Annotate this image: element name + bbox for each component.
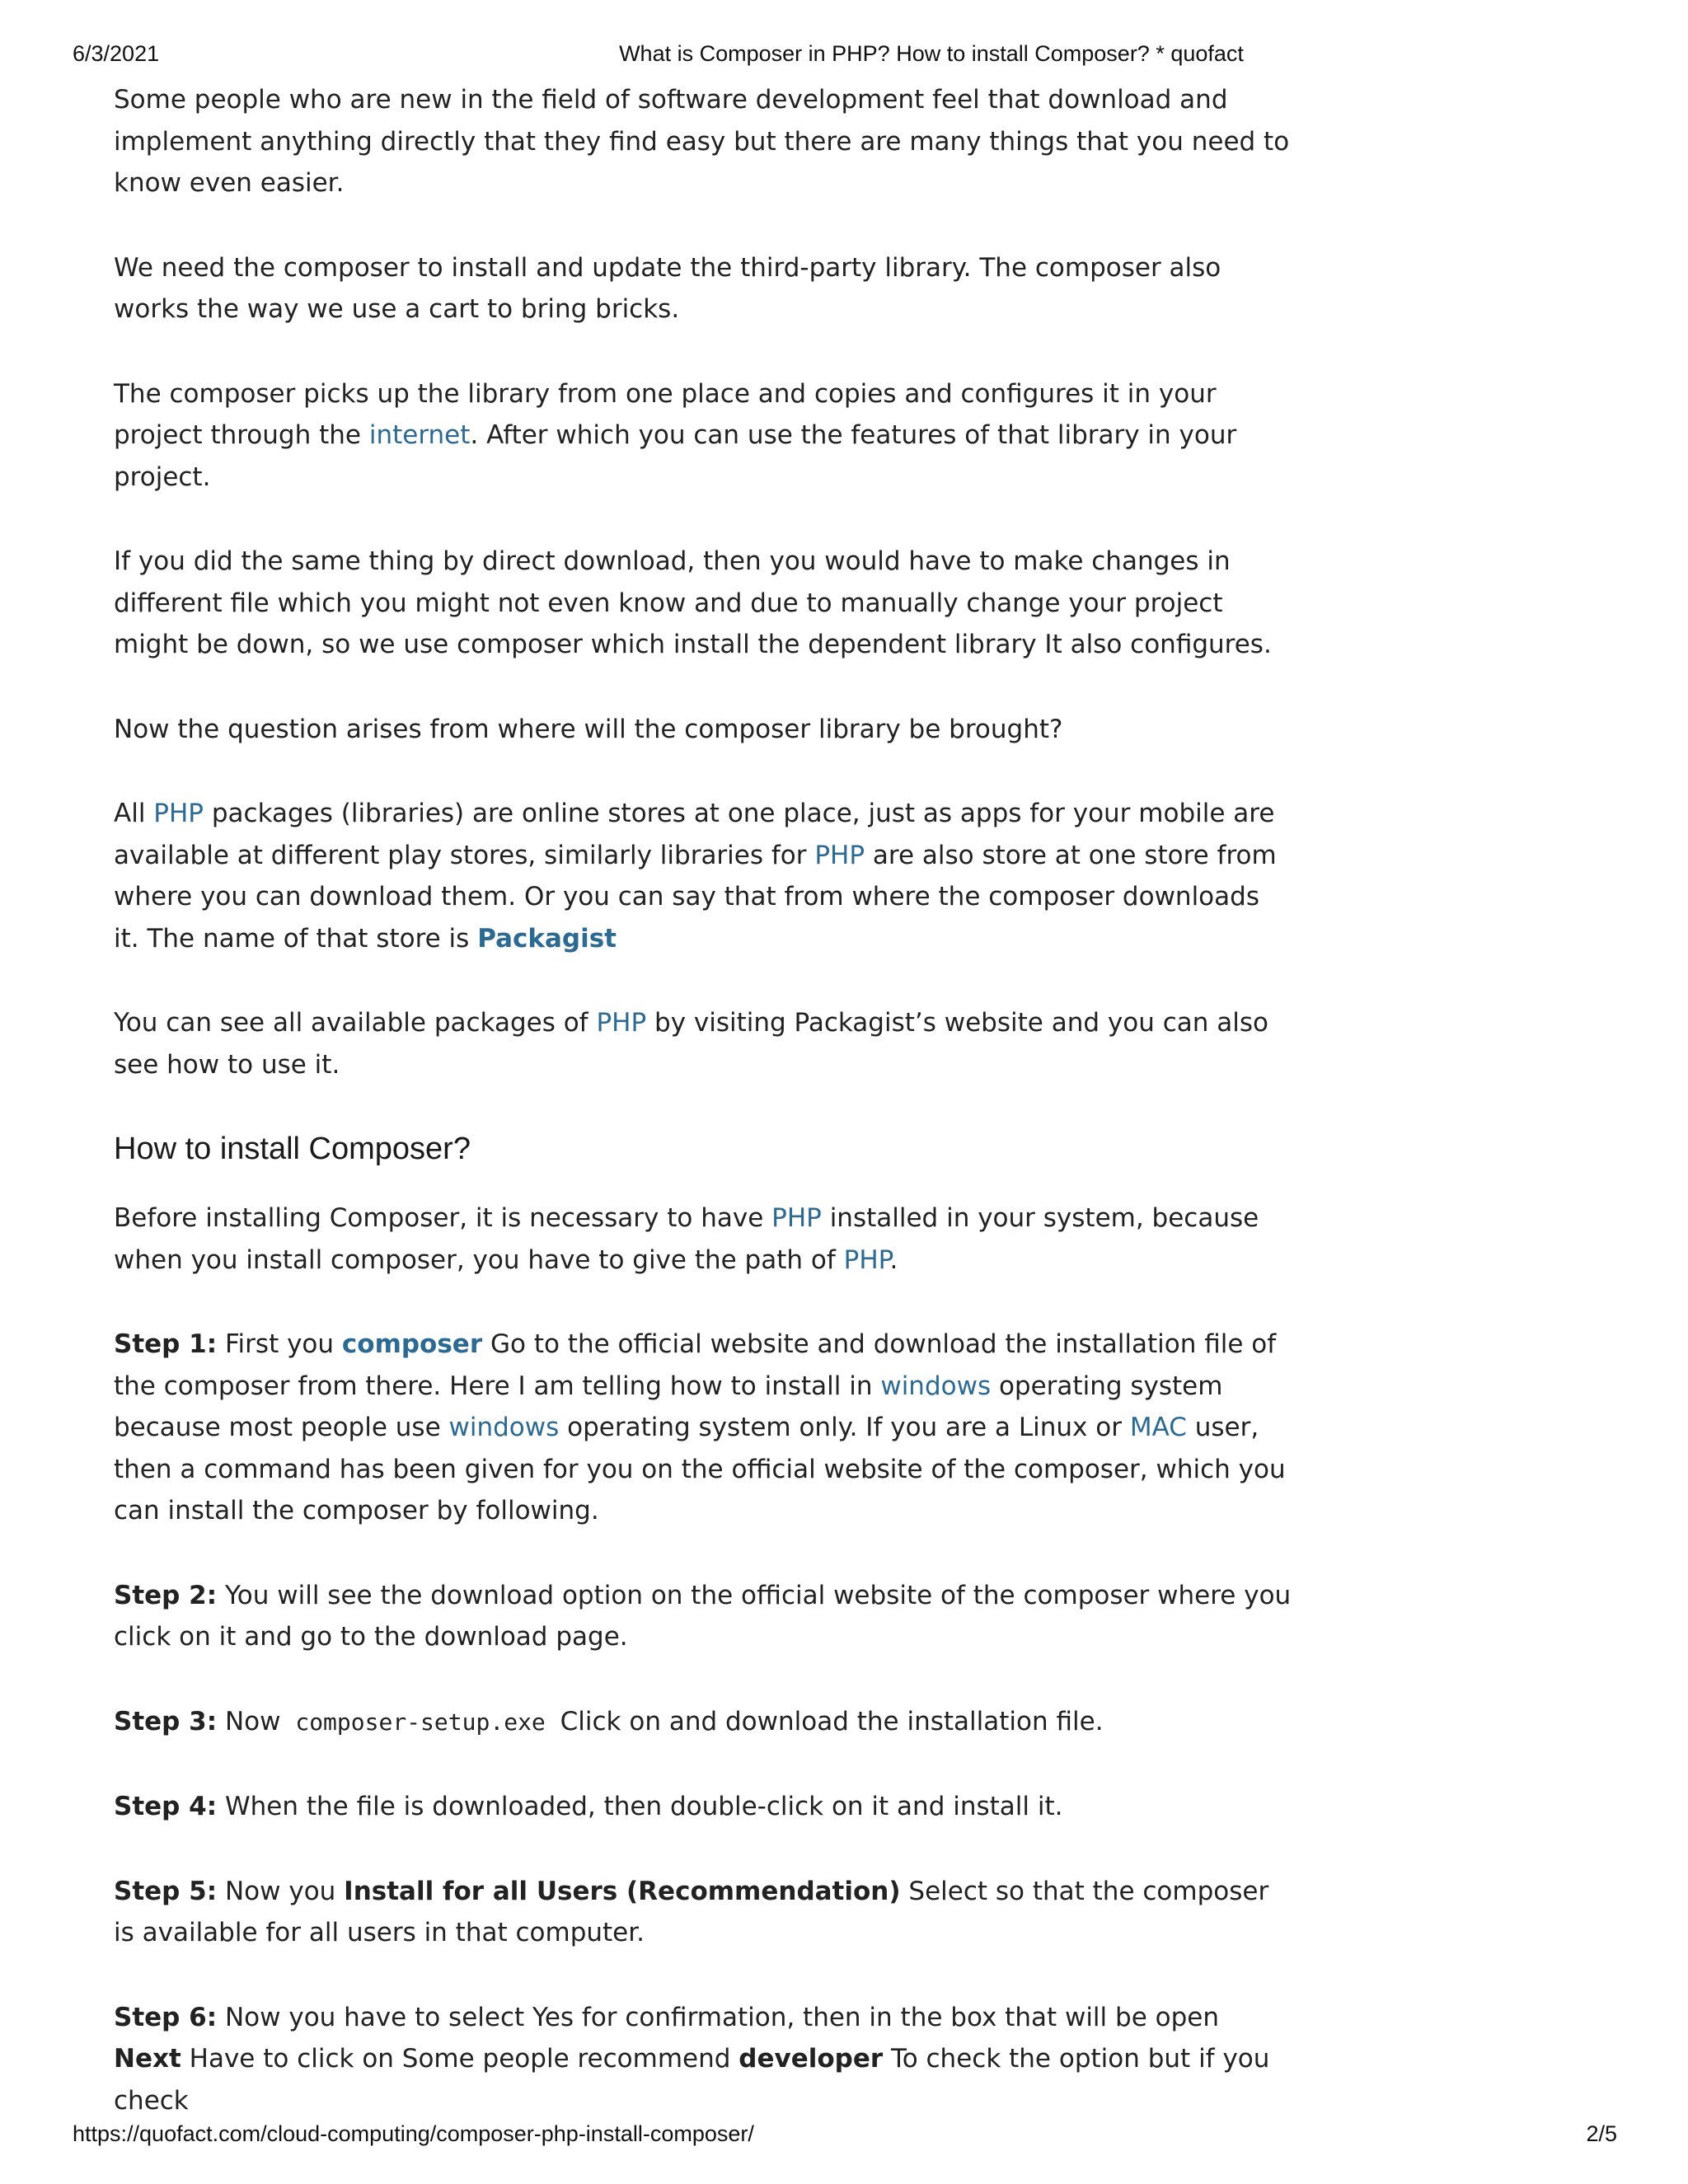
text-run: Now you have to select Yes for confirmation, then in the box that will be open: [217, 2002, 1219, 2032]
next-option-text: Next: [114, 2044, 181, 2074]
paragraph-direct-download: If you did the same thing by direct download, then you would have to make changes in different file which you might not even know and due to manually change your project might be down, so we use composer which install the dependent library It also configures.: [114, 546, 1272, 659]
text-run: packages (libraries) are online stores at one place, just as apps for your mobile are available at different play stores, similarly libraries for: [114, 799, 1275, 870]
text-run: Have to click on Some people recommend: [181, 2044, 739, 2074]
step-3: [114, 1701, 1292, 1744]
text-run: You will see the download option on the official website of the composer where you click on it and go to the download page.: [114, 1580, 1292, 1652]
text-run: .: [889, 1244, 898, 1275]
paragraph-packagist-site: [114, 1002, 1292, 1085]
step-label: Step 6:: [114, 2002, 218, 2032]
php-link[interactable]: PHP: [771, 1203, 822, 1233]
php-link[interactable]: PHP: [843, 1244, 890, 1275]
text-run: Click on and download the installation file.: [551, 1706, 1104, 1736]
text-run: All: [114, 799, 154, 828]
text-run: Before installing Composer, it is necessary to have: [114, 1203, 772, 1233]
php-link[interactable]: PHP: [596, 1008, 647, 1038]
text-run: Now: [217, 1706, 289, 1736]
text-run: When the file is downloaded, then double-click on it and install it.: [217, 1792, 1063, 1821]
paragraph-copies-library: [114, 373, 1292, 499]
php-link[interactable]: PHP: [153, 799, 204, 828]
step-label: Step 1:: [114, 1329, 218, 1359]
text-run: installed in your system, because when you install composer, you have to give the path of: [114, 1203, 1259, 1275]
paragraph-third-party: We need the composer to install and update the third-party library. The composer also works the way we use a cart to bring bricks.: [114, 252, 1221, 324]
php-link[interactable]: PHP: [814, 840, 865, 870]
text-run: Go to the official website and download the installation file of the composer from there. Here I am telling how to install in: [114, 1329, 1277, 1401]
paragraph-question: Now the question arises from where will the composer library be brought?: [114, 714, 1063, 744]
article-body: [114, 79, 1292, 2164]
text-run: . After which you can use the features of that library in your project.: [114, 420, 1237, 492]
step-1: [114, 1324, 1292, 1532]
windows-link[interactable]: windows: [880, 1371, 992, 1401]
text-run: Select so that the composer is available for all users in that computer.: [114, 1876, 1269, 1947]
print-page-url: https://quofact.com/cloud-computing/composer-php-install-composer/: [73, 2121, 754, 2146]
text-run: To check the option but if you check: [114, 2044, 1270, 2116]
text-run: operating system because most people use: [114, 1371, 1223, 1442]
paragraph-packages-store: [114, 793, 1292, 959]
internet-link[interactable]: internet: [368, 420, 471, 450]
text-run: You can see all available packages of: [114, 1008, 597, 1038]
step-label: Step 5:: [114, 1876, 218, 1906]
developer-option-text: developer: [738, 2044, 884, 2074]
paragraph-prerequisite: [114, 1197, 1292, 1281]
step-label: Step 3:: [114, 1706, 218, 1736]
step-6: [114, 1997, 1292, 2122]
step-label: Step 4:: [114, 1792, 218, 1821]
windows-link[interactable]: windows: [448, 1413, 560, 1442]
print-page-title: What is Composer in PHP? How to install Composer? * quofact: [619, 41, 1244, 66]
step-5: [114, 1871, 1292, 1954]
mac-link[interactable]: MAC: [1129, 1413, 1187, 1442]
text-run: Now you: [217, 1876, 345, 1906]
text-run: The composer picks up the library from one place and copies and configures it in your project through the: [114, 378, 1217, 450]
step-4: [114, 1786, 1292, 1828]
print-page-number: 2/5: [1586, 2121, 1617, 2146]
print-date: 6/3/2021: [73, 41, 160, 66]
text-run: by visiting Packagist’s website and you can also see how to use it.: [114, 1008, 1268, 1080]
text-run: operating system only. If you are a Linux or: [559, 1413, 1130, 1442]
text-run: First you: [217, 1329, 342, 1359]
install-option-text: Install for all Users (Recommendation): [344, 1876, 901, 1906]
section-heading-install: How to install Composer?: [114, 1132, 471, 1166]
text-run: user, then a command has been given for you on the official website of the composer, which you can install the composer by following.: [114, 1413, 1286, 1526]
composer-link[interactable]: composer: [341, 1329, 483, 1359]
paragraph-intro: Some people who are new in the field of software development feel that download and implement anything directly that they find easy but there are many things that you need to know even easier.: [114, 85, 1290, 198]
setup-filename-code: composer-setup.exe: [295, 1708, 546, 1736]
packagist-link[interactable]: Packagist: [477, 923, 617, 954]
step-2: [114, 1575, 1292, 1658]
text-run: are also store at one store from where you can download them. Or you can say that from where the composer downloads it. The name of that store is: [114, 840, 1277, 954]
step-label: Step 2:: [114, 1580, 218, 1610]
